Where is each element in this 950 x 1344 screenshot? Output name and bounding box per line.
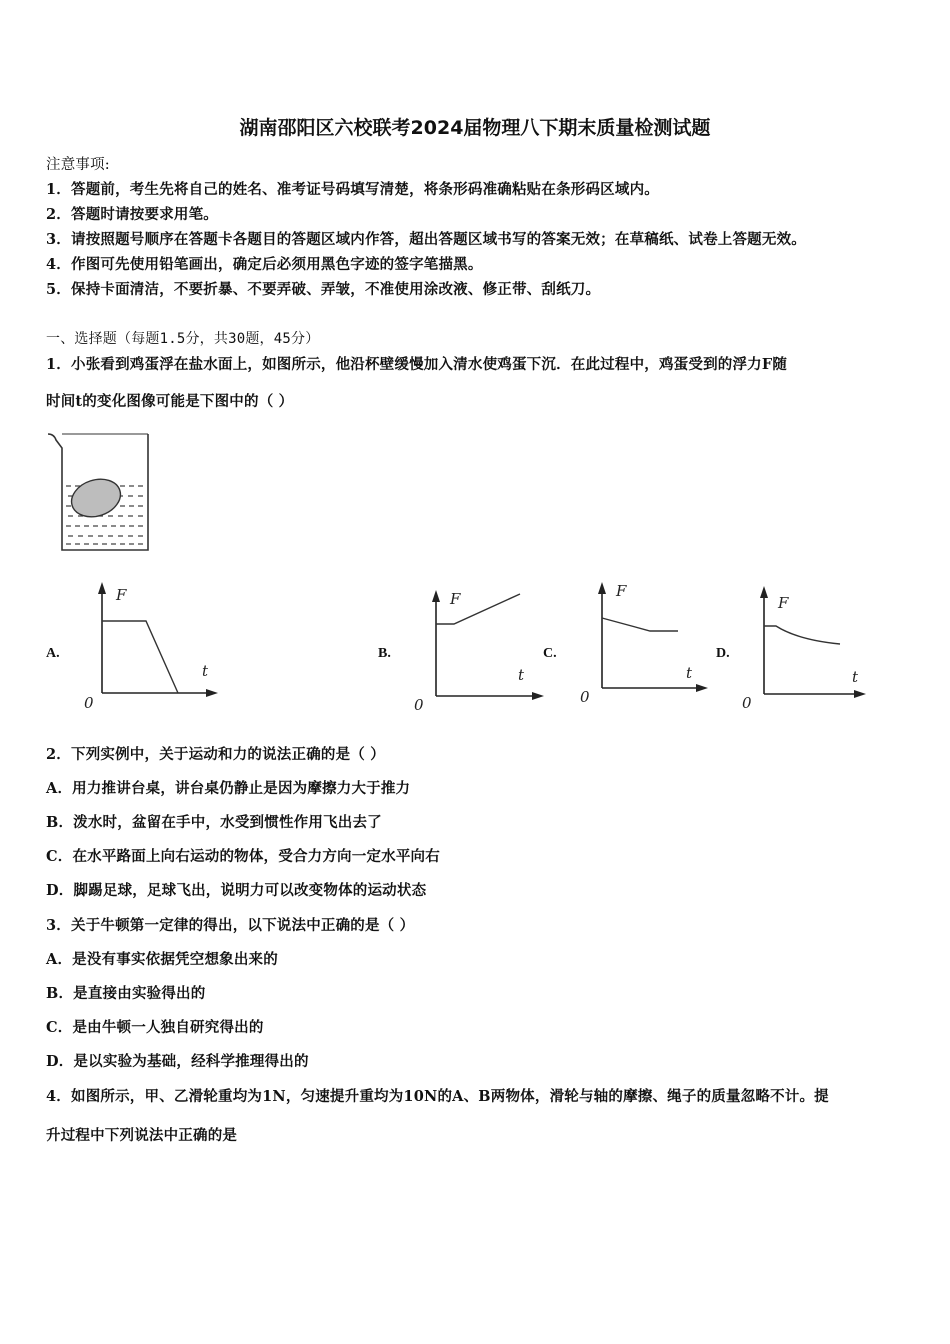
page-title: 湖南邵阳区六校联考2024届物理八下期末质量检测试题 — [239, 117, 711, 139]
graph-b — [410, 586, 550, 716]
q1-option-a-label: A. — [46, 646, 60, 661]
graph-a-y-label: F — [116, 586, 127, 604]
q2-stem: 2．下列实例中，关于运动和力的说法正确的是（ ） — [46, 746, 385, 763]
q3-stem: 3．关于牛顿第一定律的得出，以下说法中正确的是（ ） — [46, 917, 415, 934]
graph-d — [742, 582, 878, 712]
section-heading: 一、选择题（每题1.5分，共30题，45分） — [46, 331, 320, 347]
q3-option-b: B．是直接由实验得出的 — [46, 985, 206, 1002]
graph-b-y-label: F — [450, 590, 461, 608]
graph-c — [578, 578, 718, 708]
q3-option-a: A．是没有事实依据凭空想象出来的 — [46, 951, 278, 968]
notice-item-4: 4．作图可先使用铅笔画出，确定后必须用黑色字迹的签字笔描黑。 — [46, 256, 483, 273]
q3-option-c: C．是由牛顿一人独自研究得出的 — [46, 1019, 264, 1036]
graph-a — [80, 578, 230, 714]
notice-item-5: 5．保持卡面清洁，不要折暴、不要弄破、弄皱，不准使用涂改液、修正带、刮纸刀。 — [46, 281, 601, 298]
q1-stem-line1: 1．小张看到鸡蛋浮在盐水面上，如图所示，他沿杯壁缓慢加入清水使鸡蛋下沉．在此过程中，鸡蛋受到的浮力F随 — [46, 356, 788, 373]
graph-c-origin: 0 — [580, 688, 590, 706]
graph-d-y-label: F — [778, 594, 789, 612]
notice-item-2: 2．答题时请按要求用笔。 — [46, 206, 218, 223]
q2-option-a: A．用力推讲台桌，讲台桌仍静止是因为摩擦力大于推力 — [46, 780, 411, 797]
q1-stem-line2: 时间t的变化图像可能是下图中的（ ） — [46, 393, 294, 410]
graph-c-x-label: t — [686, 664, 693, 682]
q1-option-b-label: B. — [378, 646, 391, 661]
q2-option-d: D．脚踢足球，足球飞出，说明力可以改变物体的运动状态 — [46, 882, 427, 899]
graph-c-y-label: F — [616, 582, 627, 600]
q3-option-d: D．是以实验为基础，经科学推理得出的 — [46, 1053, 309, 1070]
graph-a-origin: 0 — [84, 694, 94, 712]
q2-option-c: C．在水平路面上向右运动的物体，受合力方向一定水平向右 — [46, 848, 440, 865]
graph-b-x-label: t — [518, 666, 525, 684]
q1-option-d-label: D. — [716, 646, 730, 661]
q2-option-b: B．泼水时，盆留在手中，水受到惯性作用飞出去了 — [46, 814, 382, 831]
q1-option-c-label: C. — [543, 646, 557, 661]
graph-d-x-label: t — [852, 668, 859, 686]
notice-item-1: 1．答题前，考生先将自己的姓名、准考证号码填写清楚，将条形码准确粘贴在条形码区域内。 — [46, 181, 659, 198]
q4-stem-line2: 升过程中下列说法中正确的是 — [46, 1127, 238, 1144]
graph-a-x-label: t — [202, 662, 209, 680]
notice-heading: 注意事项: — [46, 157, 110, 173]
q4-stem-line1: 4．如图所示，甲、乙滑轮重均为1N，匀速提升重均为10N的A、B两物体，滑轮与轴的摩擦、绳子的质量忽略不计。提 — [46, 1088, 829, 1105]
beaker-egg-figure — [44, 430, 154, 556]
graph-b-origin: 0 — [414, 696, 424, 714]
graph-d-origin: 0 — [742, 694, 752, 712]
notice-item-3: 3．请按照题号顺序在答题卡各题目的答题区域内作答，超出答题区域书写的答案无效；在草稿纸、试卷上答题无效。 — [46, 231, 806, 248]
